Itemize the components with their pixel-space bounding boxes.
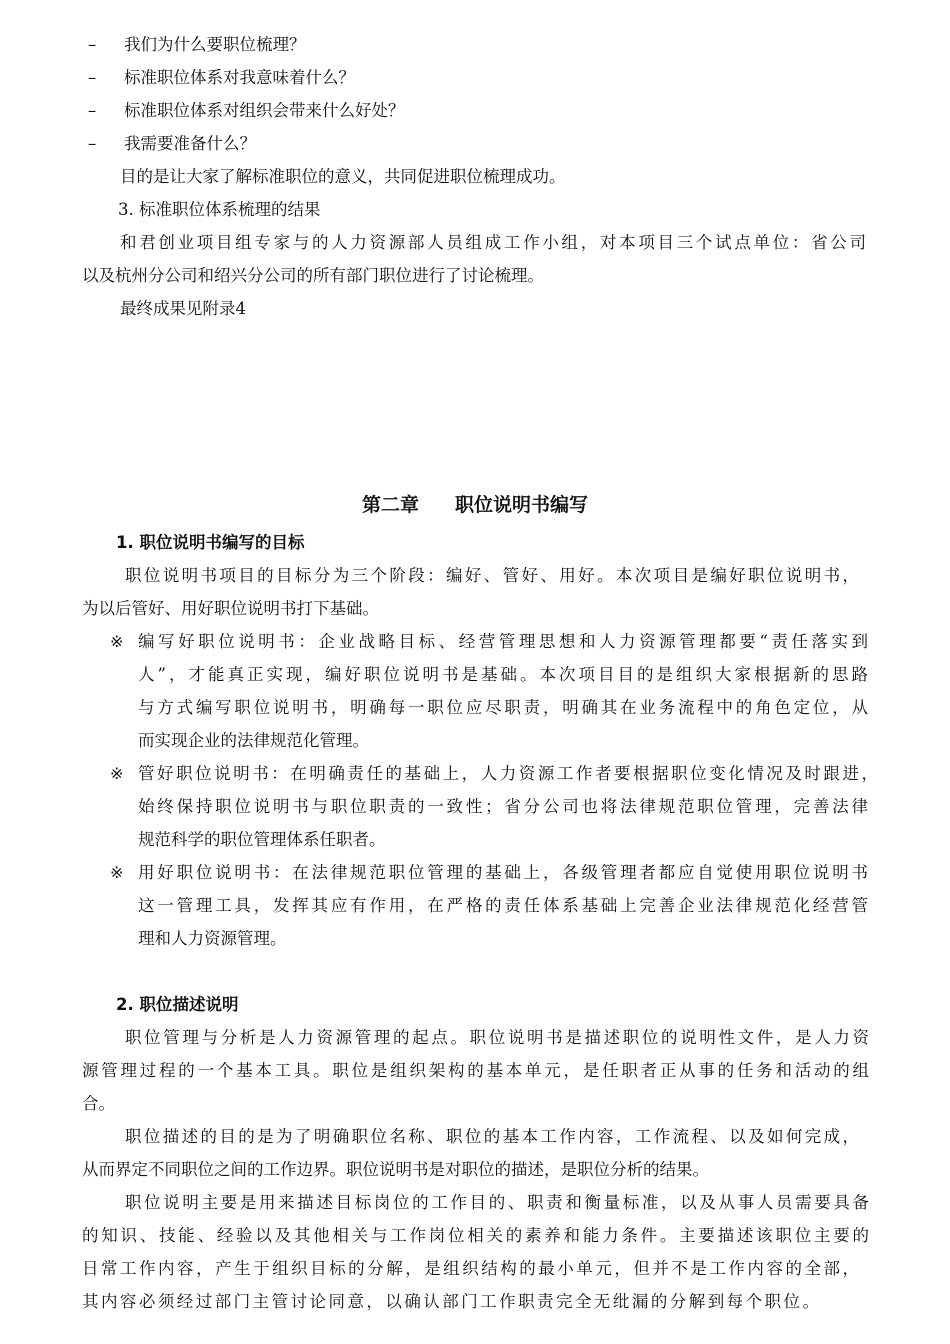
list-item-text: 我需要准备什么？ xyxy=(124,134,256,153)
final-result-line: 最终成果见附录4 xyxy=(120,299,246,318)
paragraph-line: 职位管理与分析是人力资源管理的起点。职位说明书是描述职位的说明性文件，是人力资 xyxy=(125,1028,869,1047)
paragraph-line: 职位说明主要是用来描述目标岗位的工作目的、职责和衡量标准，以及从事人员需要具备 xyxy=(125,1193,869,1212)
bullet-line: 这一管理工具，发挥其应有作用，在严格的责任体系基础上完善企业法律规范化经营管 xyxy=(138,896,868,915)
paragraph-line: 日常工作内容，产生于组织目标的分解，是组织结构的最小单元，但并不是工作内容的全部， xyxy=(82,1259,859,1278)
paragraph-line: 职位描述的目的是为了明确职位名称、职位的基本工作内容，工作流程、以及如何完成， xyxy=(125,1127,859,1146)
paragraph-line: 的知识、技能、经验以及其他相关与工作岗位相关的素养和能力条件。主要描述该职位主要的 xyxy=(82,1226,869,1245)
chapter-label: 第二章 xyxy=(361,494,419,516)
bullet-line: 编写好职位说明书：企业战略目标、经营管理思想和人力资源管理都要“责任落实到 xyxy=(138,632,868,651)
list-item-text: 标准职位体系对我意味着什么？ xyxy=(124,68,355,87)
paragraph-line: 其内容必须经过部门主管讨论同意，以确认部门工作职责完全无纰漏的分解到每个职位。 xyxy=(82,1292,819,1311)
section3-line: 和君创业项目组专家与的人力资源部人员组成工作小组，对本项目三个试点单位：省公司 xyxy=(120,233,866,252)
dash-marker: – xyxy=(88,134,97,153)
bullet-line: 始终保持职位说明书与职位职责的一致性；省分公司也将法律规范职位管理，完善法律 xyxy=(138,797,868,816)
bullet-line: 用好职位说明书：在法律规范职位管理的基础上，各级管理者都应自觉使用职位说明书 xyxy=(138,863,868,882)
list-item-text: 我们为什么要职位梳理？ xyxy=(124,35,306,54)
chapter-name: 职位说明书编写 xyxy=(455,494,589,516)
reference-mark: ※ xyxy=(110,632,124,651)
paragraph-line: 源管理过程的一个基本工具。职位是组织架构的基本单元，是任职者正从事的任务和活动的组 xyxy=(82,1061,869,1080)
paragraph-line: 合。 xyxy=(82,1094,115,1113)
list-item xyxy=(88,94,405,127)
list-item xyxy=(88,28,306,61)
list-item-text: 标准职位体系对组织会带来什么好处？ xyxy=(124,101,405,120)
section3-line: 以及杭州分公司和绍兴分公司的所有部门职位进行了讨论梳理。 xyxy=(82,266,544,285)
section2-heading: 2. 职位描述说明 xyxy=(116,995,239,1014)
purpose-line: 目的是让大家了解标准职位的意义，共同促进职位梳理成功。 xyxy=(120,167,566,186)
bullet-line: 人”，才能真正实现，编好职位说明书是基础。本次项目目的是组织大家根据新的思路 xyxy=(138,665,868,684)
section3-heading: 3. 标准职位体系梳理的结果 xyxy=(118,200,321,219)
reference-mark: ※ xyxy=(110,764,124,783)
bullet-line: 而实现企业的法律规范化管理。 xyxy=(138,731,369,750)
section1-heading: 1. 职位说明书编写的目标 xyxy=(116,533,305,552)
bullet-line: 规范科学的职位管理体系任职者。 xyxy=(138,830,386,849)
dash-marker: – xyxy=(88,35,97,54)
section1-intro-line: 为以后管好、用好职位说明书打下基础。 xyxy=(82,599,379,618)
chapter-title xyxy=(0,488,950,522)
dash-marker: – xyxy=(88,68,97,87)
dash-marker: – xyxy=(88,101,97,120)
list-item xyxy=(88,127,256,160)
paragraph-line: 从而界定不同职位之间的工作边界。职位说明书是对职位的描述，是职位分析的结果。 xyxy=(82,1160,709,1179)
bullet-line: 与方式编写职位说明书，明确每一职位应尽职责，明确其在业务流程中的角色定位，从 xyxy=(138,698,868,717)
list-item xyxy=(88,61,355,94)
section1-intro-line: 职位说明书项目的目标分为三个阶段：编好、管好、用好。本次项目是编好职位说明书， xyxy=(125,566,859,585)
reference-mark: ※ xyxy=(110,863,124,882)
bullet-line: 管好职位说明书：在明确责任的基础上，人力资源工作者要根据职位变化情况及时跟进， xyxy=(138,764,878,783)
bullet-line: 理和人力资源管理。 xyxy=(138,929,287,948)
